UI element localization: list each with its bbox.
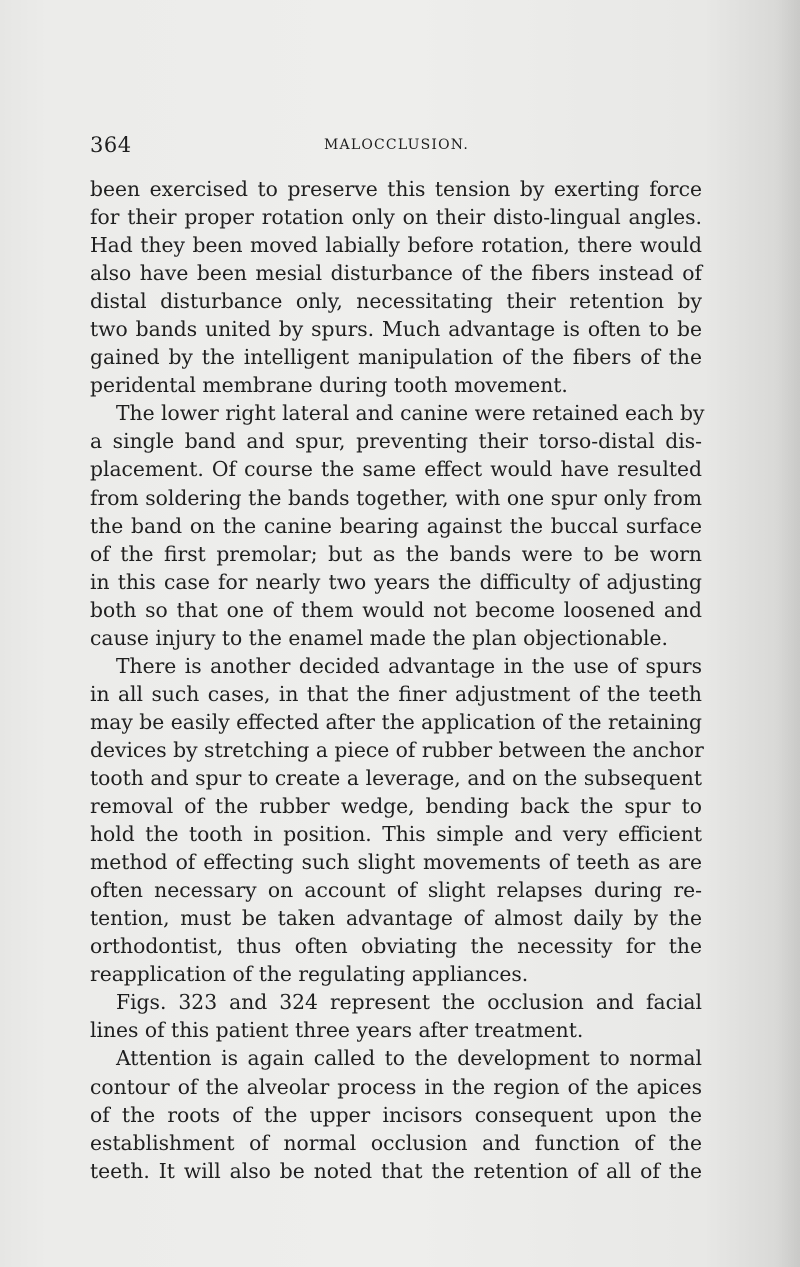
paragraph	[90, 399, 705, 651]
text-line: placement. Of course the same effect would have resulted	[90, 457, 702, 482]
text-line: There is another decided advantage in the use of spurs	[116, 653, 702, 678]
text-line: Figs. 323 and 324 represent the occlusion and facial	[116, 990, 702, 1015]
page-header	[90, 133, 702, 159]
text-line: also have been mesial disturbance of the fibers instead of	[90, 261, 702, 286]
text-line: The lower right lateral and canine were retained each by	[116, 401, 705, 426]
body-text	[90, 175, 705, 1185]
text-line: method of effecting such slight movements of teeth as are	[90, 850, 702, 875]
text-line: Had they been moved labially before rotation, there would	[90, 233, 702, 258]
text-line: from soldering the bands together, with one spur only from	[90, 485, 702, 510]
text-line: hold the tooth in position. This simple and very efficient	[90, 822, 702, 847]
paragraph	[90, 175, 702, 399]
text-line: in this case for nearly two years the difficulty of adjusting	[90, 569, 702, 594]
text-line: for their proper rotation only on their disto-lingual angles.	[90, 205, 702, 230]
text-line: reapplication of the regulating appliances.	[90, 962, 529, 987]
paragraph	[90, 988, 702, 1044]
text-line: may be easily effected after the application of the retaining	[90, 709, 702, 734]
text-line: distal disturbance only, necessitating their retention by	[90, 289, 702, 314]
text-line: two bands united by spurs. Much advantage is often to be	[90, 317, 702, 342]
text-line: cause injury to the enamel made the plan objectionable.	[90, 625, 668, 650]
text-line: Attention is again called to the development to normal	[116, 1046, 702, 1071]
running-head: MALOCCLUSION.	[324, 137, 469, 153]
text-line: of the roots of the upper incisors consequent upon the	[90, 1102, 702, 1127]
text-line: devices by stretching a piece of rubber between the anchor	[90, 737, 704, 762]
text-line: a single band and spur, preventing their torso-distal dis-	[90, 429, 702, 454]
text-line: both so that one of them would not become loosened and	[90, 597, 702, 622]
paragraph	[90, 652, 702, 989]
text-line: tooth and spur to create a leverage, and on the subsequent	[90, 765, 702, 790]
text-line: in all such cases, in that the finer adjustment of the teeth	[90, 681, 702, 706]
text-line: tention, must be taken advantage of almost daily by the	[90, 906, 702, 931]
text-line: of the first premolar; but as the bands were to be worn	[90, 541, 702, 566]
text-line: the band on the canine bearing against the buccal surface	[90, 513, 702, 538]
text-line: removal of the rubber wedge, bending back the spur to	[90, 794, 702, 819]
text-line: lines of this patient three years after treatment.	[90, 1018, 584, 1043]
text-line: contour of the alveolar process in the region of the apices	[90, 1074, 702, 1099]
text-line: been exercised to preserve this tension by exerting force	[90, 177, 702, 201]
text-line: gained by the intelligent manipulation of the fibers of the	[90, 345, 702, 370]
text-line: peridental membrane during tooth movement.	[90, 373, 568, 398]
paragraph	[90, 1044, 702, 1184]
text-line: teeth. It will also be noted that the retention of all of the	[90, 1158, 702, 1183]
text-line: often necessary on account of slight relapses during re-	[90, 878, 702, 903]
page-number: 364	[90, 133, 132, 157]
text-line: establishment of normal occlusion and function of the	[90, 1130, 702, 1155]
text-line: orthodontist, thus often obviating the necessity for the	[90, 934, 702, 959]
